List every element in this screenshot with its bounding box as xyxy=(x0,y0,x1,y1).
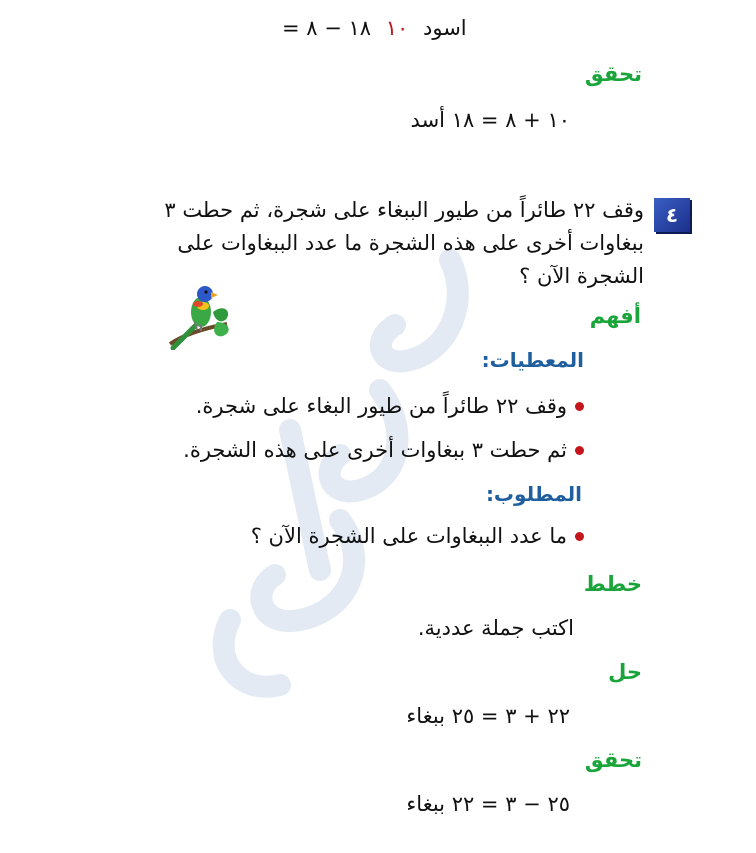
solve-heading: حل xyxy=(608,660,642,684)
plan-text: اكتب جملة عددية. xyxy=(417,616,574,640)
required-heading: المطلوب: xyxy=(485,482,582,506)
plan-heading: خطط xyxy=(583,572,642,596)
check-equation-2: ٢٥ − ٣ = ٢٢ ببغاء xyxy=(406,792,570,816)
top-equation-result: ١٠ xyxy=(385,16,409,40)
problem-line-1: وقف ٢٢ طائراً من طيور الببغاء على شجرة، ثم حطت ٣ xyxy=(164,198,644,222)
required-item-1 xyxy=(251,524,584,548)
given-item-2-text: ثم حطت ٣ ببغاوات أخرى على هذه الشجرة. xyxy=(183,438,567,462)
given-item-1-text: وقف ٢٢ طائراً من طيور البغاء على شجرة. xyxy=(195,394,567,418)
required-item-1-text: ما عدد الببغاوات على الشجرة الآن ؟ xyxy=(250,524,567,548)
top-equation xyxy=(282,16,467,40)
parrot-illustration xyxy=(165,282,235,350)
top-equation-left: ١٨ − ٨ = xyxy=(282,16,372,40)
bullet-dot xyxy=(575,532,584,541)
given-heading: المعطيات: xyxy=(481,348,584,372)
top-equation-unit: اسود xyxy=(423,16,467,40)
solve-equation: ٢٢ + ٣ = ٢٥ ببغاء xyxy=(406,704,570,728)
check-equation-1: ١٠ + ٨ = ١٨ أسد xyxy=(410,108,570,132)
given-item-2 xyxy=(183,438,584,462)
understand-heading: أفهم xyxy=(589,304,641,328)
problem-number-badge: ٤ xyxy=(654,198,690,232)
problem-line-2: ببغاوات أخرى على هذه الشجرة ما عدد الببغاوات على xyxy=(177,231,644,255)
problem-text xyxy=(104,194,644,293)
check-heading-2: تحقق xyxy=(584,748,642,772)
problem-line-3: الشجرة الآن ؟ xyxy=(519,264,644,288)
given-item-1 xyxy=(196,394,584,418)
bullet-dot xyxy=(575,446,584,455)
check-heading-1: تحقق xyxy=(584,62,642,86)
bullet-dot xyxy=(575,402,584,411)
